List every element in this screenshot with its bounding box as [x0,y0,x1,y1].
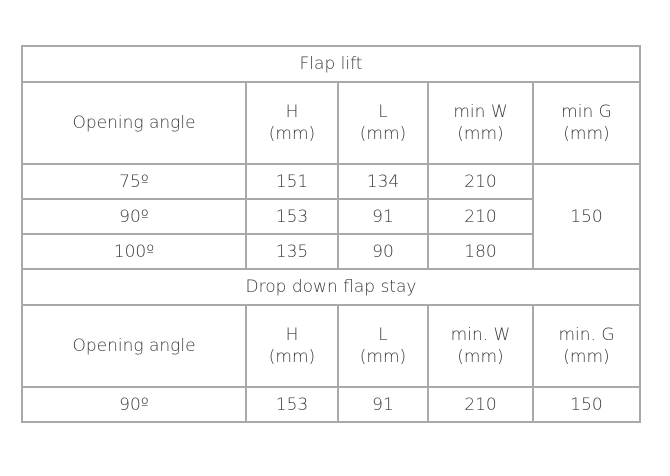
cell-min-g: 150 [533,387,640,422]
header-h-label: H [285,102,299,122]
header-opening-angle: Opening angle [22,305,246,387]
header-min-g [533,82,640,164]
cell-l: 134 [338,164,428,199]
header-l-label: L [378,325,388,345]
header-min-g [533,305,640,387]
header-min-g-label: min. G [558,325,615,345]
header-l-unit: (mm) [359,124,407,144]
header-h [246,305,338,387]
header-min-w [428,305,533,387]
drop-down-title-row [22,269,640,305]
header-h-unit: (mm) [268,347,316,367]
header-min-w-label: min W [453,102,508,122]
cell-h: 151 [246,164,338,199]
cell-min-w: 180 [428,234,533,269]
header-opening-angle: Opening angle [22,82,246,164]
cell-l: 91 [338,199,428,234]
drop-down-title: Drop down flap stay [22,269,640,305]
cell-min-w: 210 [428,387,533,422]
table-row [22,387,640,422]
cell-min-g: 150 [533,164,640,269]
drop-down-header-row [22,305,640,387]
flap-lift-title: Flap lift [22,46,640,82]
header-l [338,82,428,164]
cell-h: 153 [246,387,338,422]
header-min-w-unit: (mm) [457,124,504,144]
header-min-w [428,82,533,164]
cell-angle: 100º [22,234,246,269]
header-h [246,82,338,164]
header-min-w-unit: (mm) [457,347,504,367]
cell-angle: 90º [22,199,246,234]
cell-angle: 75º [22,164,246,199]
header-min-g-unit: (mm) [563,124,610,144]
flap-lift-header-row [22,82,640,164]
header-min-w-label: min. W [450,325,511,345]
cell-h: 135 [246,234,338,269]
header-min-g-unit: (mm) [563,347,610,367]
specification-table [21,45,641,423]
header-h-unit: (mm) [268,124,316,144]
header-l-label: L [378,102,388,122]
table-row [22,164,640,199]
header-h-label: H [285,325,299,345]
header-l-unit: (mm) [359,347,407,367]
cell-min-w: 210 [428,164,533,199]
header-l [338,305,428,387]
cell-l: 91 [338,387,428,422]
cell-min-w: 210 [428,199,533,234]
flap-lift-title-row [22,46,640,82]
cell-h: 153 [246,199,338,234]
cell-angle: 90º [22,387,246,422]
header-min-g-label: min G [561,102,612,122]
cell-l: 90 [338,234,428,269]
